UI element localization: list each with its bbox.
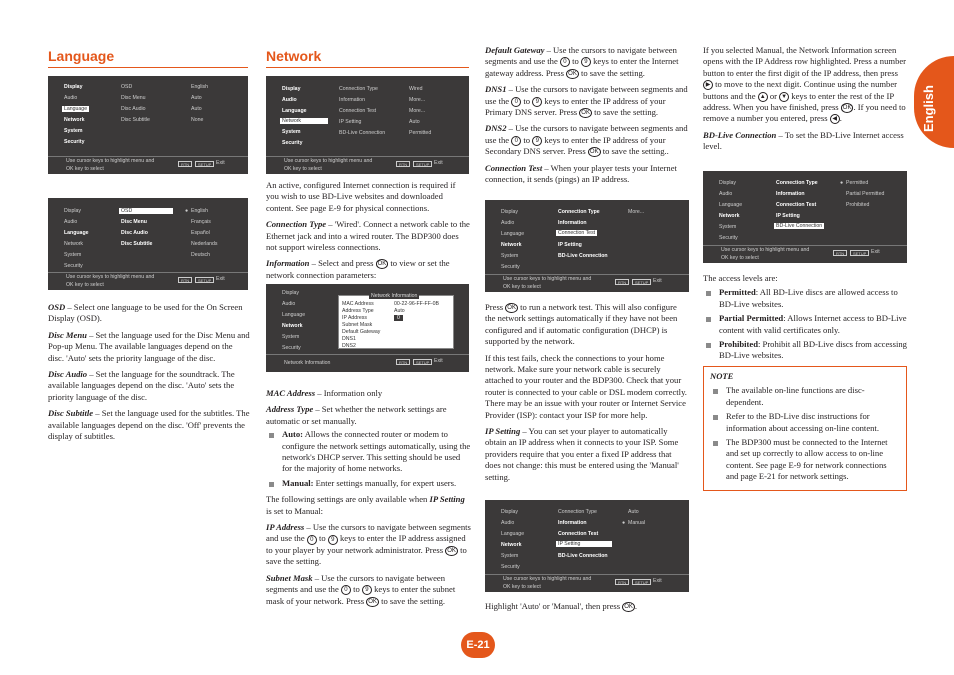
network-information-screen — [266, 284, 469, 372]
connection-type-paragraph: Connection Type – 'Wired'. Connect a network cable to the Ethernet jack and into a wired router. The BDP300 does not support wireless connections. — [266, 219, 470, 253]
setting-item: Connection Type — [558, 209, 600, 215]
setting-item: IP Setting — [776, 213, 800, 219]
language-screen-1 — [48, 76, 248, 174]
setup-button: SETUP — [632, 579, 651, 585]
hint-text: OK key to select — [721, 255, 759, 261]
osd-paragraph: OSD – Select one language to be used for the On Screen Display (OSD). — [48, 302, 243, 324]
address-type-paragraph: Address Type – Set whether the network settings are automatic or set manually. — [266, 404, 447, 426]
info-value: 00-22-96-FF-FF-0B — [394, 301, 439, 307]
list-item: The BDP300 must be connected to the Internet and set up correctly to allow access to on-line content. See page E-9 for network connections and page E-21 for network settings. — [710, 437, 900, 483]
note-title: NOTE — [710, 371, 734, 381]
term: Default Gateway — [485, 45, 545, 55]
left-arrow-key-icon: ◀ — [830, 114, 840, 124]
setting-item: Connection Test — [776, 202, 817, 208]
info-key: Subnet Mask — [342, 322, 373, 328]
exit-label: Exit — [871, 249, 880, 255]
term: IP Address — [266, 522, 305, 533]
menu-item: Audio — [282, 97, 297, 103]
connection-test-screen — [485, 200, 689, 292]
menu-item: Language — [64, 230, 89, 236]
nine-key-icon: 9 — [328, 535, 338, 545]
value-item: Wired — [409, 86, 423, 92]
note-box — [703, 366, 907, 491]
hint-text: OK key to select — [284, 166, 322, 172]
setting-item: Disc Subtitle — [121, 241, 153, 247]
disc-subtitle-paragraph: Disc Subtitle – Set the language used for the subtitles. The available languages depend on the disc. 'Off' prevents the display of subtitles. — [48, 408, 250, 442]
menu-item: Network — [280, 118, 328, 124]
dns2-paragraph: DNS2 – Use the cursors to navigate between segments and use the 0 to 9 keys to enter the IP address of your Secondary DNS server. Press OK to save the setting.. — [485, 123, 688, 157]
value-item: Deutsch — [191, 252, 211, 258]
selected-dot: ● — [840, 180, 844, 186]
menu-item: Language — [282, 312, 306, 318]
ok-key-icon: OK — [624, 604, 633, 611]
setting-item: Connection Test — [558, 230, 596, 236]
network-settings-text — [266, 388, 472, 612]
ip-setting-caption: Highlight 'Auto' or 'Manual', then press OK . — [485, 601, 638, 611]
setting-item: Information — [776, 191, 805, 197]
disc-menu-paragraph: Disc Menu – Set the language used for the Disc Menu and Pop-up Menu. The available languages depend on the disc. 'Auto' sets the priority language of the disc. — [48, 329, 250, 363]
ok-key-icon: OK — [447, 547, 456, 554]
menu-item: Network — [282, 323, 303, 329]
network-info-panel — [338, 295, 454, 349]
menu-item: Network — [501, 242, 522, 248]
setting-item: OSD — [121, 84, 133, 90]
value-item: Auto — [191, 95, 202, 101]
zero-key-icon: 0 — [307, 535, 317, 545]
rtn-button: RTN — [396, 359, 410, 365]
value-item: Auto — [628, 509, 639, 515]
setting-item: OSD — [119, 208, 173, 214]
menu-item: System — [282, 334, 300, 340]
selected-dot: ● — [185, 208, 189, 214]
value-item: Permitted — [409, 130, 432, 136]
list-item: The available on-line functions are disc-dependent. — [710, 385, 900, 408]
rtn-button: RTN — [615, 579, 629, 585]
screen-footer — [48, 272, 248, 290]
value-item: More... — [409, 97, 426, 103]
info-value: Auto — [394, 308, 405, 314]
mac-paragraph: MAC Address – Information only — [266, 388, 383, 398]
setting-item: Disc Menu — [121, 219, 147, 225]
list-item: Manual: Enter settings manually, for expert users. — [266, 478, 472, 489]
ok-key-icon: OK — [368, 598, 377, 605]
setting-item: Information — [339, 97, 365, 103]
zero-key-icon: 0 — [560, 57, 570, 67]
zero-key-icon: 0 — [341, 585, 351, 595]
screen-footer — [48, 156, 248, 174]
setting-item: Disc Audio — [121, 106, 146, 112]
setting-item: IP Setting — [558, 242, 582, 248]
information-paragraph: Information – Select and press OK to view or set the network connection parameters: — [266, 258, 450, 280]
language-screen-2 — [48, 198, 248, 290]
exit-label: Exit — [434, 358, 443, 364]
setting-item: Connection Test — [558, 531, 599, 537]
address-type-list — [266, 429, 472, 489]
ip-setting-screen — [485, 500, 689, 592]
menu-item: Network — [64, 241, 84, 247]
value-item: English — [191, 208, 209, 214]
term: BD-Live Connection — [703, 129, 777, 140]
value-item: Manual — [628, 520, 646, 526]
exit-label: Exit — [216, 160, 225, 166]
exit-label: Exit — [216, 276, 225, 282]
value-item: Nederlands — [191, 241, 218, 247]
value-item: Auto — [191, 106, 202, 112]
hint-text: Use cursor keys to highlight menu and — [66, 158, 155, 164]
ok-key-icon: OK — [589, 149, 599, 156]
term: Address Type — [266, 404, 314, 415]
setting-item: IP Setting — [339, 119, 362, 125]
menu-item: Language — [719, 202, 743, 208]
subnet-mask-paragraph: Subnet Mask – Use the cursors to navigate between segments and use the 0 to 9 keys to enter the subnet mask of your network. Press OK to save the setting. — [266, 572, 456, 606]
list-item: Partial Permitted: Allows Internet access to BD-Live content with valid certificates only. — [703, 313, 907, 336]
rtn-button: RTN — [178, 277, 192, 283]
rtn-button: RTN — [396, 161, 410, 167]
value-item: Español — [191, 230, 210, 236]
menu-item: Audio — [64, 95, 78, 101]
menu-item: System — [719, 224, 737, 230]
intro-paragraph: An active, configured Internet connection is required if you wish to use BD-Live websites and downloaded content. See page E-9 for physical connections. — [266, 180, 456, 213]
hint-text: OK key to select — [503, 584, 541, 590]
menu-item: Security — [501, 564, 520, 570]
menu-item: Display — [719, 180, 737, 186]
value-item: None — [191, 117, 204, 123]
ok-key-icon: OK — [377, 261, 387, 268]
manual-paragraph: If you selected Manual, the Network Information screen opens with the IP Address row highlighted. Press a number button to enter the first digit of the IP address, then press ▶ to move to the next digit. Continue using the number buttons and the ▲ or ▼ keys to enter the rest of the IP address. When you have finished, press OK . If you need to remove a number you entered, press ◀ . — [703, 45, 907, 124]
hint-text: Use cursor keys to highlight menu and — [284, 158, 373, 164]
menu-item: Audio — [719, 191, 733, 197]
language-column — [48, 48, 248, 74]
rtn-button: RTN — [615, 279, 629, 285]
value-item: Auto — [409, 119, 420, 125]
page-number: E-21 — [461, 632, 495, 658]
english-side-tab — [914, 56, 954, 148]
footer-title: Network Information — [284, 360, 331, 366]
default-gateway-paragraph: Default Gateway – Use the cursors to navigate between segments and use the 0 to 9 keys to enter the Internet gateway address. Press OK to save the setting. — [485, 45, 679, 78]
network-screen-1 — [266, 76, 469, 174]
ok-key-icon: OK — [568, 70, 577, 77]
zero-key-icon: 0 — [511, 97, 521, 107]
info-key: Address Type — [342, 308, 374, 314]
nine-key-icon: 9 — [362, 585, 372, 595]
menu-item: Network — [501, 542, 522, 548]
ip-address-paragraph: IP Address – Use the cursors to navigate between segments and use the 0 to 9 keys to enter the IP address assigned to your player by your network administrator. Press OK to save the setting. — [266, 522, 471, 567]
term: DNS1 — [485, 84, 507, 95]
list-item: Prohibited: Prohibit all BD-Live discs from accessing BD-Live websites. — [703, 339, 907, 362]
setting-item: Connection Type — [776, 180, 818, 186]
access-levels-text — [703, 273, 907, 367]
value-item: Français — [191, 219, 211, 225]
setting-item: IP Setting — [556, 541, 612, 547]
value-item: Partial Permitted — [846, 191, 885, 197]
bd-live-paragraph: BD-Live Connection – To set the BD-Live Internet access level. — [703, 129, 904, 152]
disc-audio-paragraph: Disc Audio – Set the language for the soundtrack. The available languages depend on the disc. 'Auto' sets the priority language of the disc. — [48, 369, 235, 402]
term: DNS2 — [485, 123, 507, 134]
dns1-paragraph: DNS1 – Use the cursors to navigate between segments and use the 0 to 9 keys to enter the IP address of your Primary DNS server. Press OK to save the setting. — [485, 84, 688, 118]
menu-item: Display — [282, 86, 301, 92]
fail-paragraph: If this test fails, check the connections to your home network. Make sure your network cable is securely attached to your router and the BDP300. Check that your router is connected to your cable or DSL modem correctly. There may be an issue with your router or Internet Service Provider (ISP): contact your ISP for more help. — [485, 352, 687, 420]
menu-item: Security — [64, 139, 85, 145]
menu-item: System — [64, 128, 83, 134]
menu-item: Audio — [501, 520, 515, 526]
ip-address-cursor: 0 — [394, 315, 403, 321]
setting-item: Connection Type — [339, 86, 378, 92]
zero-key-icon: 0 — [511, 136, 521, 146]
term: Disc Subtitle — [48, 408, 94, 419]
right-arrow-key-icon: ▶ — [703, 80, 713, 90]
list-item: Auto: Allows the connected router or modem to configure the network settings automatically, using the network's DHCP server. This setting should be used for the majority of home networks. — [266, 429, 472, 475]
menu-item: System — [64, 252, 82, 258]
hint-text: Use cursor keys to highlight menu and — [503, 576, 592, 582]
language-heading: Language — [48, 48, 248, 68]
bd-live-screen — [703, 171, 907, 263]
menu-item: Display — [64, 84, 83, 90]
menu-item: Security — [719, 235, 738, 241]
ok-key-icon: OK — [507, 305, 516, 312]
network-heading: Network — [266, 48, 469, 68]
menu-item: Security — [282, 345, 301, 351]
ok-key-icon: OK — [842, 105, 852, 112]
info-key: MAC Address — [342, 301, 374, 307]
setup-button: SETUP — [195, 277, 214, 283]
down-arrow-key-icon: ▼ — [779, 92, 789, 102]
term: OSD — [48, 302, 66, 312]
rtn-button: RTN — [833, 250, 847, 256]
setting-item: BD-Live Connection — [339, 130, 386, 136]
network-intro-text — [266, 180, 470, 286]
term: Connection Type — [266, 219, 327, 230]
setup-button: SETUP — [632, 279, 651, 285]
menu-item: Network — [64, 117, 85, 123]
column-3-top-text — [485, 45, 689, 190]
note-list — [710, 385, 900, 482]
up-arrow-key-icon: ▲ — [758, 92, 768, 102]
menu-item: Language — [501, 531, 525, 537]
setting-item: Connection Test — [339, 108, 377, 114]
menu-item: Language — [64, 106, 88, 112]
screen-footer — [485, 274, 689, 292]
exit-label: Exit — [653, 578, 662, 584]
column-4-top-text — [703, 45, 907, 158]
value-item: More... — [409, 108, 426, 114]
info-key: DNS2 — [342, 343, 356, 349]
setting-item: BD-Live Connection — [558, 253, 608, 259]
screen-footer — [266, 156, 469, 174]
manual-only-paragraph: The following settings are only available when IP Setting is set to Manual: — [266, 494, 465, 516]
connection-test-paragraph: Connection Test – When your player tests your Internet connection, it sends (pings) an IP address. — [485, 162, 677, 185]
panel-title: Network Information — [371, 293, 418, 299]
nine-key-icon: 9 — [581, 57, 591, 67]
exit-label: Exit — [653, 278, 662, 284]
setup-button: SETUP — [195, 161, 214, 167]
term: IP Setting — [485, 426, 521, 437]
term: Information — [266, 258, 310, 269]
network-column — [266, 48, 469, 74]
hint-text: OK key to select — [66, 166, 104, 172]
exit-label: Exit — [434, 160, 443, 166]
menu-item: Security — [64, 263, 83, 269]
value-item: More... — [628, 209, 645, 215]
list-item: Refer to the BD-Live disc instructions for information about accessing on-line content. — [710, 411, 900, 434]
hint-text: Use cursor keys to highlight menu and — [503, 276, 592, 282]
value-item: Permitted — [846, 180, 869, 186]
nine-key-icon: 9 — [532, 136, 542, 146]
menu-item: System — [282, 129, 301, 135]
info-key: Default Gateway — [342, 329, 381, 335]
tab-label: English — [921, 85, 936, 132]
levels-intro: The access levels are: — [703, 273, 778, 283]
info-key: IP Address — [342, 315, 367, 321]
rtn-button: RTN — [178, 161, 192, 167]
nine-key-icon: 9 — [532, 97, 542, 107]
menu-item: Language — [282, 108, 307, 114]
hint-text: OK key to select — [503, 284, 541, 290]
setting-item: Disc Menu — [121, 95, 146, 101]
screen-footer — [266, 354, 469, 372]
menu-item: Display — [282, 290, 300, 296]
setting-item: Information — [558, 220, 587, 226]
value-item: English — [191, 84, 209, 90]
menu-item: Security — [501, 264, 520, 270]
setup-button: SETUP — [850, 250, 869, 256]
menu-item: Display — [501, 209, 519, 215]
menu-item: System — [501, 553, 519, 559]
selected-dot: ● — [622, 520, 626, 526]
screen-footer — [485, 574, 689, 592]
term: Disc Audio — [48, 369, 88, 380]
menu-item: Display — [64, 208, 82, 214]
setting-item: Information — [558, 520, 587, 526]
ok-key-icon: OK — [581, 110, 590, 117]
hint-text: OK key to select — [66, 282, 104, 288]
menu-item: Language — [501, 231, 525, 237]
term: Connection Test — [485, 162, 543, 173]
setting-item: Connection Type — [558, 509, 597, 515]
menu-item: Display — [501, 509, 519, 515]
setting-item: BD-Live Connection — [558, 553, 608, 559]
setting-item: Disc Audio — [121, 230, 148, 236]
menu-item: Security — [282, 140, 303, 146]
language-text — [48, 302, 250, 447]
setting-item: BD-Live Connection — [776, 223, 823, 229]
setting-item: Disc Subtitle — [121, 117, 150, 123]
menu-item: Audio — [282, 301, 296, 307]
term: MAC Address — [266, 388, 316, 398]
menu-item: System — [501, 253, 519, 259]
menu-item: Network — [719, 213, 740, 219]
screen-footer — [703, 245, 907, 263]
hint-text: Use cursor keys to highlight menu and — [66, 274, 155, 280]
term: Subnet Mask — [266, 572, 313, 583]
term: Disc Menu — [48, 329, 87, 340]
menu-item: Audio — [501, 220, 515, 226]
menu-item: Audio — [64, 219, 78, 225]
hint-text: Use cursor keys to highlight menu and — [721, 247, 810, 253]
list-item: Permitted: All BD-Live discs are allowed access to BD-Live websites. — [703, 287, 907, 310]
info-key: DNS1 — [342, 336, 356, 342]
setup-button: SETUP — [413, 359, 432, 365]
setup-button: SETUP — [413, 161, 432, 167]
ip-setting-paragraph: IP Setting – You can set your player to automatically obtain an IP address when it connects to your ISP. Some providers require that you enter a fixed IP address that does not change: this must be entered using the 'Manual' setting. — [485, 426, 679, 482]
access-levels-list — [703, 287, 907, 361]
column-3-mid-text — [485, 302, 689, 488]
value-item: Prohibited — [846, 202, 870, 208]
press-paragraph: Press OK to run a network test. This will also configure the network settings automatically if they have not been configured and if automatic configuration (DHCP) is supported by the network. — [485, 302, 678, 347]
